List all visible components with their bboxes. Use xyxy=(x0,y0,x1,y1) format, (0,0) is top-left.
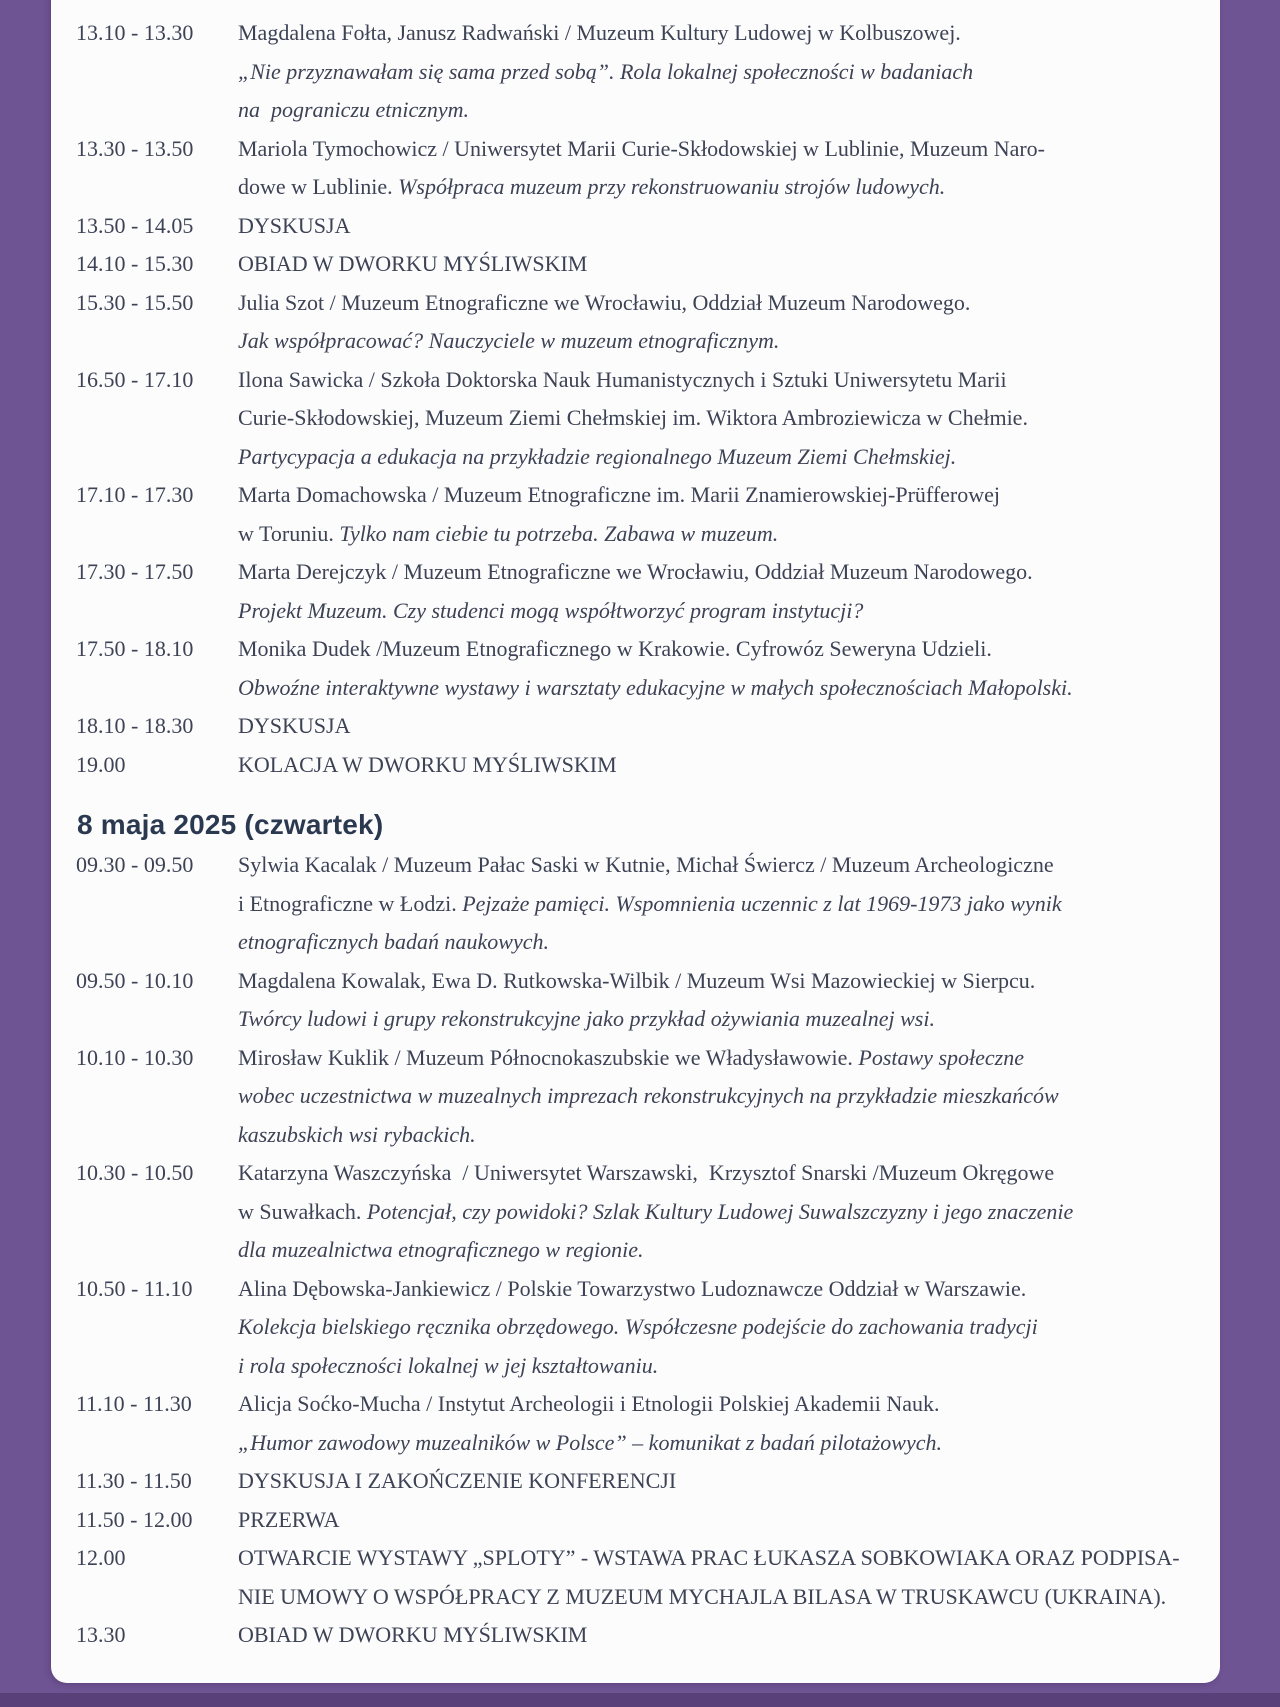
description-line: OBIAD W DWORKU MYŚLIWSKIM xyxy=(238,251,588,276)
description-line: DYSKUSJA I ZAKOŃCZENIE KONFERENCJI xyxy=(238,1468,677,1493)
event-time: 13.50 - 14.05 xyxy=(76,212,194,238)
day-heading: 8 maja 2025 (czwartek) xyxy=(77,809,384,840)
schedule-row xyxy=(76,476,1190,553)
event-description xyxy=(238,476,1190,553)
schedule-row xyxy=(76,1039,1190,1155)
event-description xyxy=(238,1462,1190,1501)
event-time: 17.30 - 17.50 xyxy=(76,559,194,584)
schedule-row xyxy=(76,284,1190,361)
description-line: Mariola Tymochowicz / Uniwersytet Marii Curie-Skłodowskiej w Lublinie, Muzeum Naro- xyxy=(238,135,1045,161)
event-description xyxy=(238,1501,1190,1540)
description-line: dla muzealnictwa etnograficznego w regionie. xyxy=(238,1237,644,1262)
schedule-row xyxy=(76,1154,1190,1270)
event-description xyxy=(238,207,1190,246)
description-line: dowe w Lublinie. Współpraca muzeum przy rekonstruowaniu strojów ludowych. xyxy=(238,174,946,199)
event-time: 13.10 - 13.30 xyxy=(76,20,194,45)
description-line: Marta Derejczyk / Muzeum Etnograficzne we Wrocławiu, Oddział Muzeum Narodowego. xyxy=(238,559,1033,584)
event-time: 18.10 - 18.30 xyxy=(76,713,194,738)
description-line: PRZERWA xyxy=(238,1506,340,1532)
event-description xyxy=(238,1154,1190,1270)
event-time: 11.50 - 12.00 xyxy=(76,1506,193,1532)
schedule-row xyxy=(76,1462,1190,1501)
event-description xyxy=(238,553,1190,630)
description-line: DYSKUSJA xyxy=(238,212,351,238)
description-line: Kolekcja bielskiego ręcznika obrzędowego. Współczesne podejście do zachowania tradycji xyxy=(238,1314,1038,1339)
description-line: Marta Domachowska / Muzeum Etnograficzne im. Marii Znamierowskiej-Prüfferowej xyxy=(238,482,1001,507)
event-time: 10.50 - 11.10 xyxy=(76,1275,193,1301)
schedule-row xyxy=(76,130,1190,207)
event-time: 09.30 - 09.50 xyxy=(76,852,194,877)
description-line: Mirosław Kuklik / Muzeum Północnokaszubskie we Władysławowie. Postawy społeczne xyxy=(238,1044,1024,1070)
description-line: Magdalena Kowalak, Ewa D. Rutkowska-Wilbik / Muzeum Wsi Mazowieckiej w Sierpcu. xyxy=(238,967,1036,993)
description-line: Twórcy ludowi i grupy rekonstrukcyjne jako przykład ożywiania muzealnej wsi. xyxy=(238,1006,935,1031)
description-line: Sylwia Kacalak / Muzeum Pałac Saski w Kutnie, Michał Świercz / Muzeum Archeologiczne xyxy=(238,852,1054,877)
event-time: 10.10 - 10.30 xyxy=(76,1044,194,1070)
event-description xyxy=(238,1385,1190,1462)
event-description xyxy=(238,707,1190,746)
event-description xyxy=(238,1270,1190,1386)
description-line: Partycypacja a edukacja na przykładzie regionalnego Muzeum Ziemi Chełmskiej. xyxy=(238,443,957,469)
description-line: i rola społeczności lokalnej w jej kształtowaniu. xyxy=(238,1352,659,1378)
event-description xyxy=(238,130,1190,207)
event-time: 09.50 - 10.10 xyxy=(76,967,194,993)
description-line: Obwoźne interaktywne wystawy i warsztaty edukacyjne w małych społecznościach Małopolski. xyxy=(238,674,1073,700)
description-line: „Nie przyznawałam się sama przed sobą”. Rola lokalnej społeczności w badaniach xyxy=(238,58,974,84)
description-line: Alicja Soćko-Mucha / Instytut Archeologii i Etnologii Polskiej Akademii Nauk. xyxy=(238,1391,940,1416)
description-line: Projekt Muzeum. Czy studenci mogą współtworzyć program instytucji? xyxy=(238,597,864,623)
schedule-row xyxy=(76,361,1190,477)
schedule-row xyxy=(76,1270,1190,1386)
description-line: Katarzyna Waszczyńska / Uniwersytet Warszawski, Krzysztof Snarski /Muzeum Okręgowe xyxy=(238,1160,1055,1185)
schedule-row xyxy=(76,1385,1190,1462)
description-line: Ilona Sawicka / Szkoła Doktorska Nauk Humanistycznych i Sztuki Uniwersytetu Marii xyxy=(238,366,1007,392)
document-page xyxy=(51,0,1220,1683)
schedule-row xyxy=(76,1539,1190,1616)
bottom-page-strip xyxy=(0,1693,1280,1707)
event-time: 13.30 - 13.50 xyxy=(76,135,194,161)
event-description xyxy=(238,361,1190,477)
schedule-row xyxy=(76,207,1190,246)
description-line: etnograficznych badań naukowych. xyxy=(238,929,549,954)
event-description xyxy=(238,630,1190,707)
schedule-row xyxy=(76,245,1190,284)
event-time: 15.30 - 15.50 xyxy=(76,289,194,315)
description-line: Magdalena Fołta, Janusz Radwański / Muzeum Kultury Ludowej w Kolbuszowej. xyxy=(238,20,961,45)
description-line: KOLACJA W DWORKU MYŚLIWSKIM xyxy=(238,751,617,777)
schedule-row xyxy=(76,14,1190,130)
description-line: Julia Szot / Muzeum Etnograficzne we Wrocławiu, Oddział Muzeum Narodowego. xyxy=(238,289,971,315)
event-time: 13.30 xyxy=(76,1622,126,1647)
description-line: w Toruniu. Tylko nam ciebie tu potrzeba. Zabawa w muzeum. xyxy=(238,520,779,546)
description-line: NIE UMOWY O WSPÓŁPRACY Z MUZEUM MYCHAJLA BILASA W TRUSKAWCU (UKRAINA). xyxy=(238,1583,1167,1609)
description-line: kaszubskich wsi rybackich. xyxy=(238,1121,476,1147)
schedule-row xyxy=(76,1501,1190,1540)
event-time: 11.10 - 11.30 xyxy=(76,1391,192,1416)
description-line: w Suwałkach. Potencjał, czy powidoki? Szlak Kultury Ludowej Suwalszczyzny i jego znaczenie xyxy=(238,1198,1074,1224)
schedule-row xyxy=(76,553,1190,630)
event-description xyxy=(238,1616,1190,1655)
event-description xyxy=(238,14,1190,130)
schedule xyxy=(51,0,1220,1655)
description-line: DYSKUSJA xyxy=(238,713,351,738)
event-description xyxy=(238,245,1190,284)
schedule-day-2-events xyxy=(76,846,1190,1655)
event-description xyxy=(238,1539,1190,1616)
description-line: OTWARCIE WYSTAWY „SPLOTY” - WSTAWA PRAC ŁUKASZA SOBKOWIAKA ORAZ PODPISA- xyxy=(238,1545,1180,1570)
event-time: 16.50 - 17.10 xyxy=(76,366,194,392)
description-line: OBIAD W DWORKU MYŚLIWSKIM xyxy=(238,1622,588,1647)
event-time: 19.00 xyxy=(76,751,126,777)
event-time: 17.50 - 18.10 xyxy=(76,636,194,661)
event-description xyxy=(238,846,1190,962)
schedule-row xyxy=(76,746,1190,785)
event-description xyxy=(238,962,1190,1039)
description-line: „Humor zawodowy muzealników w Polsce” – komunikat z badań pilotażowych. xyxy=(238,1429,942,1455)
description-line: na pograniczu etnicznym. xyxy=(238,97,469,122)
event-time: 14.10 - 15.30 xyxy=(76,251,194,276)
schedule-row xyxy=(76,1616,1190,1655)
schedule-row xyxy=(76,962,1190,1039)
event-description xyxy=(238,746,1190,785)
event-description xyxy=(238,284,1190,361)
schedule-row xyxy=(76,707,1190,746)
description-line: Curie-Skłodowskiej, Muzeum Ziemi Chełmskiej im. Wiktora Ambroziewicza w Chełmie. xyxy=(238,405,1028,430)
event-time: 17.10 - 17.30 xyxy=(76,482,194,507)
schedule-row xyxy=(76,630,1190,707)
event-description xyxy=(238,1039,1190,1155)
schedule-row xyxy=(76,846,1190,962)
event-time: 10.30 - 10.50 xyxy=(76,1160,194,1185)
description-line: Jak współpracować? Nauczyciele w muzeum etnograficznym. xyxy=(238,328,780,353)
event-time: 11.30 - 11.50 xyxy=(76,1468,192,1493)
schedule-day-1-events xyxy=(76,14,1190,784)
event-time: 12.00 xyxy=(76,1545,126,1570)
description-line: Monika Dudek /Muzeum Etnograficznego w Krakowie. Cyfrowóz Seweryna Udzieli. xyxy=(238,636,992,661)
description-line: Alina Dębowska-Jankiewicz / Polskie Towarzystwo Ludoznawcze Oddział w Warszawie. xyxy=(238,1275,1027,1301)
description-line: i Etnograficzne w Łodzi. Pejzaże pamięci. Wspomnienia uczennic z lat 1969-1973 jako wynik xyxy=(238,890,1062,916)
description-line: wobec uczestnictwa w muzealnych imprezach rekonstrukcyjnych na przykładzie mieszkańców xyxy=(238,1083,1059,1108)
